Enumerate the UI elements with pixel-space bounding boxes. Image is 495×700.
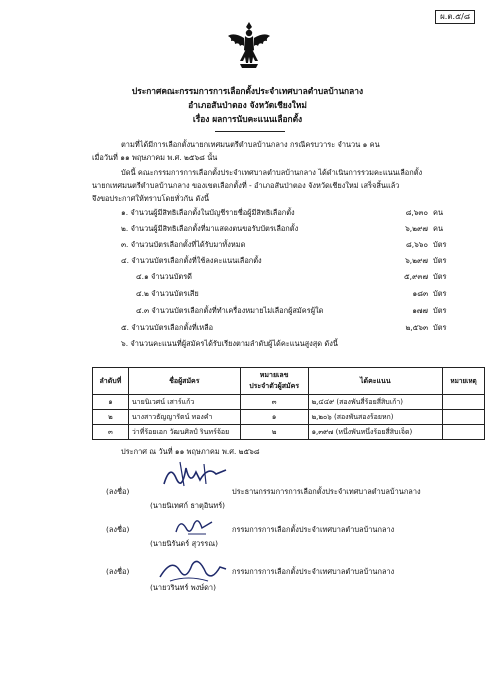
cell-note <box>443 395 485 410</box>
stat-value: ๖,๒๙๗ <box>405 256 428 265</box>
signature-label-1: (ลงชื่อ) <box>106 487 130 496</box>
signature-label-2: (ลงชื่อ) <box>106 525 130 534</box>
cell-order: ๑ <box>93 395 129 410</box>
stat-unit: บัตร <box>433 272 447 281</box>
stat-value: ๘,๖๓๐ <box>405 208 428 217</box>
stat-label: ๕. จำนวนบัตรเลือกตั้งที่เหลือ <box>121 323 214 332</box>
cell-order: ๓ <box>93 425 129 440</box>
cell-note <box>443 410 485 425</box>
table-header-row <box>93 368 485 395</box>
stat-label: ๓. จำนวนบัตรเลือกตั้งที่ได้รับมาทั้งหมด <box>121 240 246 249</box>
stat-value: ๕,๙๓๗ <box>404 272 428 281</box>
stat-unit: บัตร <box>433 256 447 265</box>
title-line-3: เรื่อง ผลการนับคะแนนเลือกตั้ง <box>192 114 303 124</box>
stat-value: ๘,๖๖๐ <box>406 240 428 249</box>
stat-value: ๒,๕๖๓ <box>405 323 428 332</box>
stat-unit: บัตร <box>433 240 447 249</box>
title-block <box>0 84 495 126</box>
stat-unit: บัตร <box>433 323 447 332</box>
stat-unit: คน <box>433 208 443 217</box>
title-divider <box>215 131 285 132</box>
intro-paragraph-1b: เมื่อวันที่ ๑๑ พฤษภาคม พ.ศ. ๒๕๖๘ นั้น <box>92 153 218 162</box>
form-code: ผ.ต.๕/๘ <box>435 10 475 24</box>
header-note: หมายเหตุ <box>443 368 485 395</box>
cell-score: ๒,๒๐๖ (สองพันสองร้อยหก) <box>308 410 443 425</box>
intro-paragraph-2a: บัดนี้ คณะกรรมการการเลือกตั้งประจำเทศบาลตำบลบ้านกลาง ได้ดำเนินการรวมคะแนนเลือกตั้ง <box>121 168 423 177</box>
stat-label: ๖. จำนวนคะแนนที่ผู้สมัครได้รับเรียงตามลำดับผู้ได้คะแนนสูงสุด ดังนี้ <box>121 339 338 348</box>
stat-value: ๑๗๗ <box>412 306 428 315</box>
signature-name-2: (นายนิรันดร์ สุวรรณ) <box>150 539 218 548</box>
signature-3 <box>158 555 228 585</box>
header-order: ลำดับที่ <box>93 368 129 395</box>
signature-name-3: (นายวรินทร์ พงษ์ดา) <box>150 583 216 592</box>
cell-number: ๓ <box>240 395 308 410</box>
stat-label: ๔.๒ จำนวนบัตรเสีย <box>136 289 199 298</box>
cell-score: ๑,๓๙๗ (หนึ่งพันหนึ่งร้อยสี่สิบเจ็ด) <box>308 425 443 440</box>
table-row <box>93 410 485 425</box>
signature-label-3: (ลงชื่อ) <box>106 567 130 576</box>
signature-role-2: กรรมการการเลือกตั้งประจำเทศบาลตำบลบ้านกลาง <box>232 525 395 534</box>
signature-2 <box>172 514 218 538</box>
cell-score: ๒,๔๔๙ (สองพันสี่ร้อยสี่สิบเก้า) <box>308 395 443 410</box>
table-row <box>93 425 485 440</box>
intro-paragraph-2c: จึงขอประกาศให้ทราบโดยทั่วกัน ดังนี้ <box>92 194 209 203</box>
cell-order: ๒ <box>93 410 129 425</box>
stat-label: ๔.๓ จำนวนบัตรเลือกตั้งที่ทำเครื่องหมายไม่เลือกผู้สมัครผู้ใด <box>136 306 324 315</box>
header-score: ได้คะแนน <box>308 368 443 395</box>
title-line-2: อำเภอสันป่าตอง จังหวัดเชียงใหม่ <box>188 100 307 110</box>
intro-paragraph-1a: ตามที่ได้มีการเลือกตั้งนายกเทศมนตรีตำบลบ้านกลาง กรณีครบวาระ จำนวน ๑ คน <box>121 140 380 149</box>
header-number-line-1: หมายเลข <box>259 371 289 379</box>
candidate-table <box>92 367 485 440</box>
stat-label: ๔.๑ จำนวนบัตรดี <box>136 272 192 281</box>
signature-name-1: (นายนิเทศก์ ธาตุอินทร์) <box>150 501 226 510</box>
stat-unit: บัตร <box>433 289 447 298</box>
intro-paragraph-2b: นายกเทศมนตรีตำบลบ้านกลาง ของเขตเลือกตั้งที่ - อำเภอสันป่าตอง จังหวัดเชียงใหม่ เสร็จสิ้นแล้ว <box>92 181 400 190</box>
stat-value: ๑๘๓ <box>412 289 428 298</box>
signature-role-1: ประธานกรรมการการเลือกตั้งประจำเทศบาลตำบลบ้านกลาง <box>232 487 421 496</box>
stat-unit: บัตร <box>433 306 447 315</box>
signature-1 <box>160 460 230 490</box>
header-candidate-name: ชื่อผู้สมัคร <box>128 368 240 395</box>
title-line-1: ประกาศคณะกรรมการการเลือกตั้งประจำเทศบาลตำบลบ้านกลาง <box>131 86 364 96</box>
header-number-line-2: ประจำตัวผู้สมัคร <box>249 382 300 390</box>
stat-label: ๔. จำนวนบัตรเลือกตั้งที่ใช้ลงคะแนนเลือกตั้ง <box>121 256 262 265</box>
cell-number: ๑ <box>240 410 308 425</box>
cell-name: ว่าที่ร้อยเอก วัฒนศิลป์ รินทร์จ้อย <box>128 425 240 440</box>
garuda-emblem-icon <box>226 20 272 72</box>
announce-date: ประกาศ ณ วันที่ ๑๑ พฤษภาคม พ.ศ. ๒๕๖๘ <box>121 447 260 456</box>
stat-label: ๑. จำนวนผู้มีสิทธิเลือกตั้งในบัญชีรายชื่อผู้มีสิทธิเลือกตั้ง <box>121 208 295 217</box>
table-row <box>93 395 485 410</box>
header-candidate-number <box>240 368 308 395</box>
cell-name: นายนิเวศน์ เสาร์แก้ว <box>128 395 240 410</box>
stat-unit: คน <box>433 224 443 233</box>
cell-number: ๒ <box>240 425 308 440</box>
cell-note <box>443 425 485 440</box>
stat-label: ๒. จำนวนผู้มีสิทธิเลือกตั้งที่มาแสดงตนขอรับบัตรเลือกตั้ง <box>121 224 299 233</box>
signature-role-3: กรรมการการเลือกตั้งประจำเทศบาลตำบลบ้านกลาง <box>232 567 395 576</box>
cell-name: นางสาวธัญญารัตน์ ทองคำ <box>128 410 240 425</box>
stat-value: ๖,๒๙๗ <box>405 224 428 233</box>
